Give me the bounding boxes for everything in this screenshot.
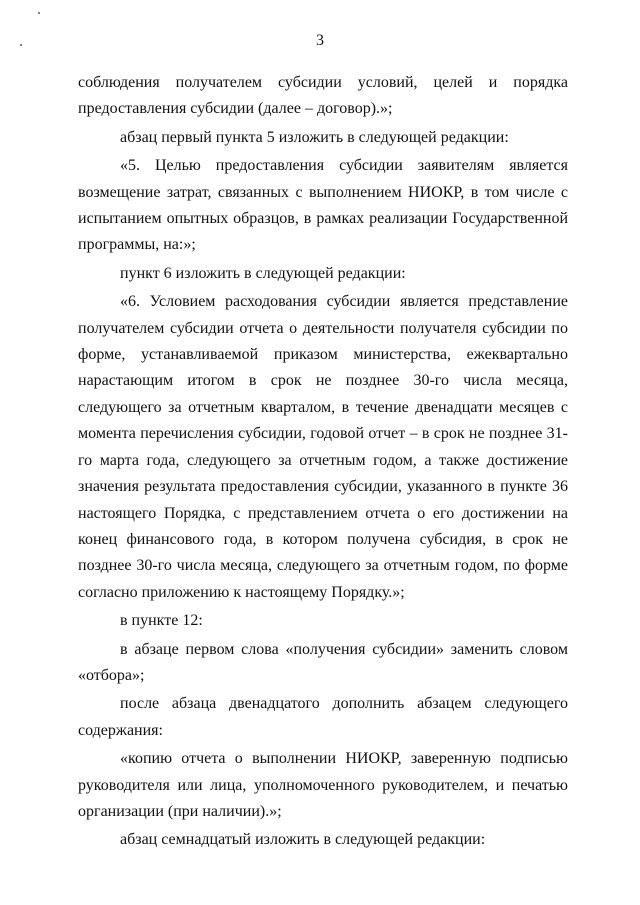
- document-body: [78, 70, 568, 856]
- paragraph-9: «копию отчета о выполнении НИОКР, заверенную подписью руководителя или лица, уполномоченного руководителем, и печатью организации (при наличии).»;: [78, 750, 568, 820]
- paragraph-1: соблюдения получателем субсидии условий, целей и порядка предоставления субсидии (далее – договор).»;: [78, 74, 568, 118]
- scan-speck: [38, 12, 40, 14]
- paragraph-7: в абзаце первом слова «получения субсидии» заменить словом «отбора»;: [78, 640, 568, 684]
- paragraph-4: пункт 6 изложить в следующей редакции:: [120, 264, 406, 282]
- paragraph-6: в пункте 12:: [120, 612, 203, 630]
- paragraph-5: «6. Условием расходования субсидии является представление получателем субсидии отчета о деятельности получателя субсидии по форме, устанавливаемой приказом министерства, ежеквартально нарастающим итогом в срок не позднее 30-го числа месяца, следующего за отчетным кварталом, в течение двенадцати месяцев с момента перечисления субсидии, годовой отчет – в срок не позднее 31-го марта года, следующего за отчетным годом, а также достижение значения результата предоставления субсидии, указанного в пункте 36 настоящего Порядка, с представлением отчета о его достижении на конец финансового года, в котором получена субсидия, в срок не позднее 30-го числа месяца, следующего за отчетным годом, по форме согласно приложению к настоящему Порядку.»;: [78, 293, 568, 601]
- paragraph-3: «5. Целью предоставления субсидии заявителям является возмещение затрат, связанных с выполнением НИОКР, в том числе с испытанием опытных образцов, в рамках реализации Государственной программы, на:»;: [78, 157, 568, 254]
- paragraph-2: абзац первый пункта 5 изложить в следующей редакции:: [120, 128, 509, 146]
- page-number: 3: [316, 32, 324, 49]
- paragraph-8: после абзаца двенадцатого дополнить абзацем следующего содержания:: [78, 695, 568, 739]
- paragraph-10: абзац семнадцатый изложить в следующей редакции:: [120, 831, 486, 849]
